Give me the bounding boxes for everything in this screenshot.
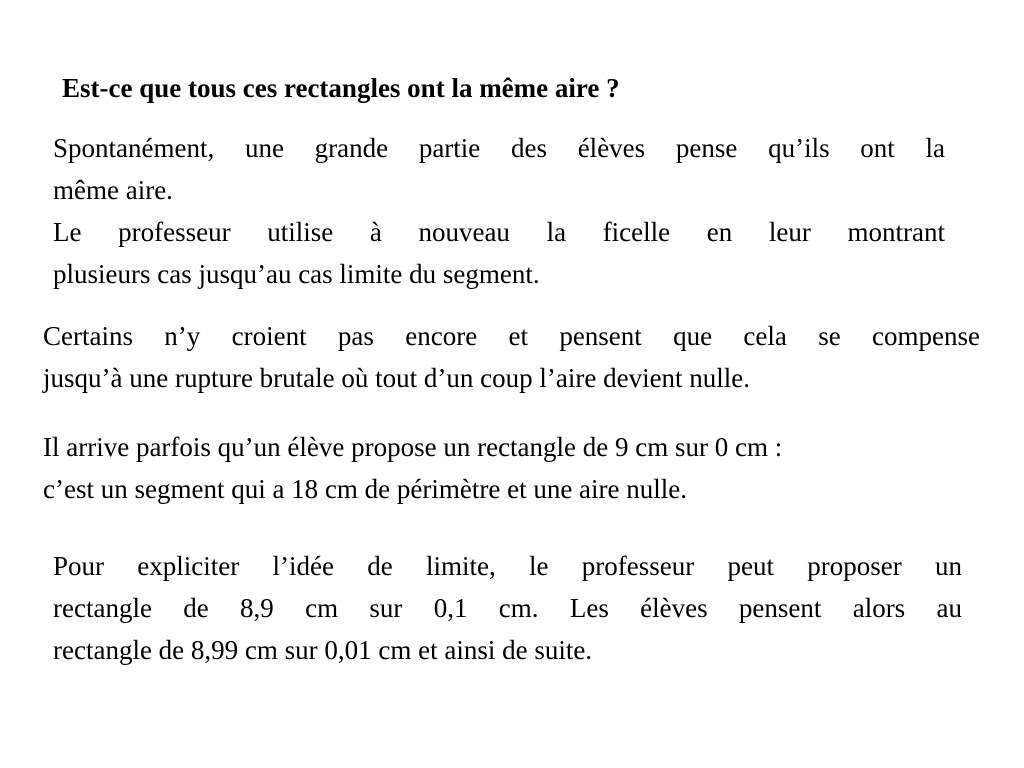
text-line: rectangle de 8,9 cm sur 0,1 cm. Les élèves pensent alors au bbox=[53, 593, 962, 623]
text-line: plusieurs cas jusqu’au cas limite du segment. bbox=[53, 259, 540, 289]
text-line: Il arrive parfois qu’un élève propose un rectangle de 9 cm sur 0 cm : bbox=[43, 432, 783, 462]
paragraph-limit-idea bbox=[53, 545, 962, 671]
paragraph-spontaneous-answer bbox=[53, 127, 945, 295]
text-line: jusqu’à une rupture brutale où tout d’un coup l’aire devient nulle. bbox=[43, 363, 751, 393]
slide-title: Est-ce que tous ces rectangles ont la même aire ? bbox=[62, 73, 620, 103]
text-line: Spontanément, une grande partie des élèves pense qu’ils ont la bbox=[53, 133, 945, 163]
text-line: Le professeur utilise à nouveau la ficelle en leur montrant bbox=[53, 217, 945, 247]
paragraph-zero-rectangle bbox=[43, 426, 993, 510]
text-line: Pour expliciter l’idée de limite, le professeur peut proposer un bbox=[53, 551, 962, 581]
text-line: Certains n’y croient pas encore et pensent que cela se compense bbox=[43, 321, 980, 351]
text-line: même aire. bbox=[53, 175, 173, 205]
paragraph-compensation-belief bbox=[43, 315, 980, 399]
text-line: c’est un segment qui a 18 cm de périmètre et une aire nulle. bbox=[43, 474, 688, 504]
text-line: rectangle de 8,99 cm sur 0,01 cm et ainsi de suite. bbox=[53, 635, 593, 665]
